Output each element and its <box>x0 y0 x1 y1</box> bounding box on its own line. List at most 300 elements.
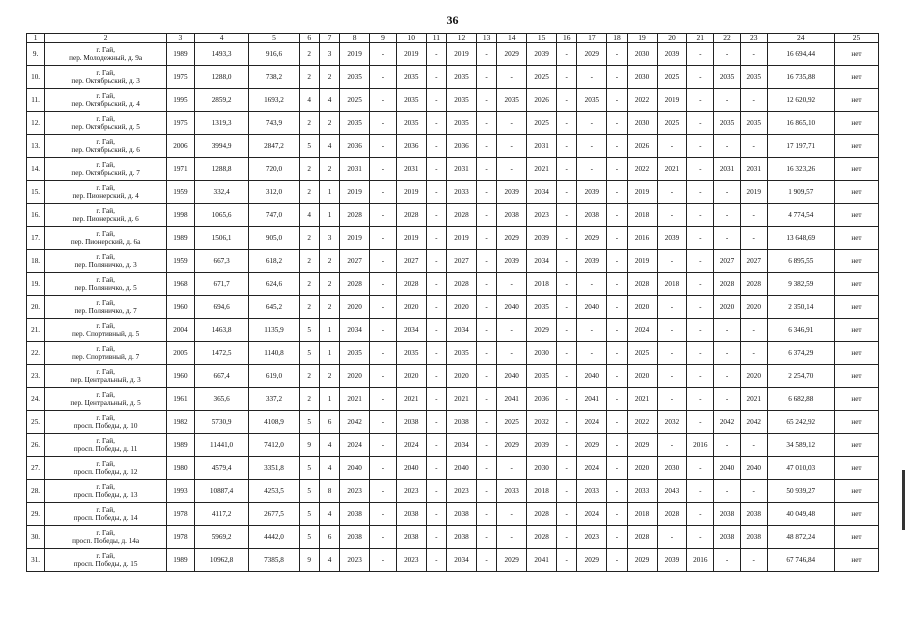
cell-col-21: - <box>687 273 714 296</box>
cell-col-22: - <box>714 549 741 572</box>
cell-col-14: 2035 <box>497 89 527 112</box>
cell-col-6: 2 <box>299 250 319 273</box>
cell-col-14: 2033 <box>497 480 527 503</box>
cell-col-23: - <box>740 204 767 227</box>
cell-col-8: 2036 <box>340 135 370 158</box>
cell-col-24: 65 242,92 <box>767 411 834 434</box>
table-row <box>27 181 879 204</box>
cell-col-21: - <box>687 411 714 434</box>
cell-col-9: - <box>370 411 397 434</box>
cell-col-18: - <box>607 227 627 250</box>
address-city: г. Гай, <box>96 184 115 192</box>
cell-col-22: 2027 <box>714 250 741 273</box>
cell-col-23: - <box>740 549 767 572</box>
cell-col-22: - <box>714 204 741 227</box>
cell-col-13: - <box>476 158 496 181</box>
cell-col-22: 2020 <box>714 296 741 319</box>
cell-col-13: - <box>476 319 496 342</box>
cell-col-13: - <box>476 296 496 319</box>
cell-col-7: 2 <box>319 66 339 89</box>
cell-col-9: - <box>370 549 397 572</box>
address-cell <box>45 250 167 273</box>
address-city: г. Гай, <box>96 253 115 261</box>
row-number: 20. <box>27 296 45 319</box>
cell-col-7: 4 <box>319 434 339 457</box>
cell-col-4: 5730,9 <box>194 411 249 434</box>
cell-col-19: 2028 <box>627 526 657 549</box>
cell-col-19: 2030 <box>627 112 657 135</box>
cell-col-23: - <box>740 135 767 158</box>
column-header-24: 24 <box>767 34 834 43</box>
address-city: г. Гай, <box>96 138 115 146</box>
cell-col-22: 2038 <box>714 526 741 549</box>
cell-col-16: - <box>557 319 577 342</box>
cell-col-3: 1998 <box>167 204 195 227</box>
cell-col-12: 2035 <box>447 66 477 89</box>
cell-col-15: 2035 <box>527 365 557 388</box>
cell-col-17: - <box>577 319 607 342</box>
cell-col-13: - <box>476 112 496 135</box>
cell-col-6: 9 <box>299 434 319 457</box>
cell-col-18: - <box>607 43 627 66</box>
cell-col-6: 2 <box>299 227 319 250</box>
address-street: пер. Центральный, д. 5 <box>70 399 141 408</box>
cell-col-21: - <box>687 158 714 181</box>
cell-col-5: 1140,8 <box>249 342 299 365</box>
cell-col-3: 1995 <box>167 89 195 112</box>
cell-col-9: - <box>370 66 397 89</box>
cell-col-24: 2 254,70 <box>767 365 834 388</box>
cell-col-24: 16 865,10 <box>767 112 834 135</box>
cell-col-6: 5 <box>299 342 319 365</box>
cell-col-3: 1961 <box>167 388 195 411</box>
cell-col-25: нет <box>834 89 878 112</box>
cell-col-22: 2035 <box>714 66 741 89</box>
cell-col-14: 2039 <box>497 181 527 204</box>
address-street: просп. Победы, д. 14 <box>73 514 138 523</box>
cell-col-19: 2029 <box>627 549 657 572</box>
cell-col-23: 2020 <box>740 365 767 388</box>
cell-col-16: - <box>557 342 577 365</box>
cell-col-15: 2025 <box>527 112 557 135</box>
cell-col-16: - <box>557 135 577 158</box>
cell-col-17: 2033 <box>577 480 607 503</box>
cell-col-25: нет <box>834 411 878 434</box>
cell-col-3: 1980 <box>167 457 195 480</box>
address-street: пер. Поляничко, д. 7 <box>74 307 137 316</box>
cell-col-8: 2028 <box>340 204 370 227</box>
cell-col-3: 2005 <box>167 342 195 365</box>
cell-col-15: 2023 <box>527 204 557 227</box>
address-city: г. Гай, <box>96 345 115 353</box>
cell-col-6: 2 <box>299 181 319 204</box>
column-header-20: 20 <box>657 34 687 43</box>
cell-col-14: - <box>497 503 527 526</box>
cell-col-4: 1463,8 <box>194 319 249 342</box>
cell-col-10: 2023 <box>396 549 426 572</box>
cell-col-10: 2038 <box>396 411 426 434</box>
cell-col-24: 4 774,54 <box>767 204 834 227</box>
address-street: просп. Победы, д. 10 <box>73 422 138 431</box>
cell-col-17: 2039 <box>577 181 607 204</box>
cell-col-4: 1493,3 <box>194 43 249 66</box>
cell-col-23: - <box>740 89 767 112</box>
address-cell <box>45 388 167 411</box>
cell-col-25: нет <box>834 549 878 572</box>
cell-col-9: - <box>370 135 397 158</box>
address-street: пер. Центральный, д. 3 <box>70 376 141 385</box>
table-row <box>27 112 879 135</box>
address-street: пер. Октябрьский, д. 5 <box>71 123 140 132</box>
cell-col-16: - <box>557 480 577 503</box>
cell-col-6: 9 <box>299 549 319 572</box>
cell-col-21: - <box>687 457 714 480</box>
cell-col-20: - <box>657 365 687 388</box>
cell-col-22: 2038 <box>714 503 741 526</box>
cell-col-20: 2025 <box>657 112 687 135</box>
table-row <box>27 480 879 503</box>
column-header-21: 21 <box>687 34 714 43</box>
cell-col-12: 2038 <box>447 503 477 526</box>
address-city: г. Гай, <box>96 437 115 445</box>
address-street: пер. Октябрьский, д. 7 <box>71 169 140 178</box>
cell-col-25: нет <box>834 296 878 319</box>
cell-col-21: - <box>687 43 714 66</box>
cell-col-15: 2031 <box>527 135 557 158</box>
cell-col-16: - <box>557 204 577 227</box>
cell-col-23: 2035 <box>740 112 767 135</box>
address-city: г. Гай, <box>96 322 115 330</box>
cell-col-12: 2031 <box>447 158 477 181</box>
cell-col-5: 619,0 <box>249 365 299 388</box>
cell-col-15: 2039 <box>527 43 557 66</box>
cell-col-4: 1288,8 <box>194 158 249 181</box>
address-cell <box>45 112 167 135</box>
row-number: 17. <box>27 227 45 250</box>
cell-col-18: - <box>607 457 627 480</box>
cell-col-13: - <box>476 365 496 388</box>
cell-col-24: 12 620,92 <box>767 89 834 112</box>
row-number: 21. <box>27 319 45 342</box>
cell-col-5: 2677,5 <box>249 503 299 526</box>
cell-col-13: - <box>476 204 496 227</box>
cell-col-18: - <box>607 135 627 158</box>
cell-col-17: 2040 <box>577 296 607 319</box>
row-number: 25. <box>27 411 45 434</box>
cell-col-8: 2019 <box>340 43 370 66</box>
cell-col-25: нет <box>834 342 878 365</box>
row-number: 30. <box>27 526 45 549</box>
cell-col-9: - <box>370 457 397 480</box>
cell-col-21: - <box>687 112 714 135</box>
cell-col-16: - <box>557 227 577 250</box>
cell-col-19: 2019 <box>627 250 657 273</box>
cell-col-8: 2031 <box>340 158 370 181</box>
cell-col-24: 6 895,55 <box>767 250 834 273</box>
cell-col-8: 2025 <box>340 89 370 112</box>
cell-col-19: 2018 <box>627 204 657 227</box>
table-row <box>27 135 879 158</box>
cell-col-3: 1975 <box>167 112 195 135</box>
cell-col-6: 2 <box>299 296 319 319</box>
cell-col-23: 2031 <box>740 158 767 181</box>
cell-col-6: 5 <box>299 411 319 434</box>
cell-col-25: нет <box>834 181 878 204</box>
cell-col-25: нет <box>834 158 878 181</box>
cell-col-17: - <box>577 112 607 135</box>
cell-col-16: - <box>557 273 577 296</box>
cell-col-11: - <box>426 204 446 227</box>
cell-col-18: - <box>607 89 627 112</box>
address-street: пер. Пионерский, д. 6 <box>72 215 139 224</box>
address-cell <box>45 526 167 549</box>
cell-col-13: - <box>476 181 496 204</box>
cell-col-22: 2035 <box>714 112 741 135</box>
cell-col-18: - <box>607 434 627 457</box>
table-row <box>27 434 879 457</box>
cell-col-17: 2035 <box>577 89 607 112</box>
cell-col-18: - <box>607 503 627 526</box>
cell-col-24: 9 382,59 <box>767 273 834 296</box>
cell-col-24: 16 694,44 <box>767 43 834 66</box>
row-number: 22. <box>27 342 45 365</box>
address-street: пер. Молодежный, д. 9а <box>69 54 143 63</box>
cell-col-11: - <box>426 342 446 365</box>
table-row <box>27 526 879 549</box>
address-city: г. Гай, <box>96 115 115 123</box>
cell-col-15: 2030 <box>527 457 557 480</box>
cell-col-14: 2029 <box>497 549 527 572</box>
cell-col-18: - <box>607 365 627 388</box>
cell-col-14: 2029 <box>497 227 527 250</box>
cell-col-10: 2035 <box>396 112 426 135</box>
cell-col-7: 6 <box>319 411 339 434</box>
cell-col-7: 1 <box>319 181 339 204</box>
cell-col-12: 2019 <box>447 227 477 250</box>
cell-col-21: - <box>687 319 714 342</box>
cell-col-24: 16 323,26 <box>767 158 834 181</box>
cell-col-5: 337,2 <box>249 388 299 411</box>
cell-col-20: 2028 <box>657 503 687 526</box>
cell-col-11: - <box>426 526 446 549</box>
cell-col-12: 2027 <box>447 250 477 273</box>
cell-col-8: 2042 <box>340 411 370 434</box>
cell-col-22: 2031 <box>714 158 741 181</box>
cell-col-6: 2 <box>299 365 319 388</box>
housing-register-table <box>26 33 879 572</box>
cell-col-17: 2029 <box>577 43 607 66</box>
address-street: просп. Победы, д. 15 <box>73 560 138 569</box>
cell-col-18: - <box>607 66 627 89</box>
address-street: просп. Победы, д. 13 <box>73 491 138 500</box>
address-cell <box>45 457 167 480</box>
cell-col-16: - <box>557 411 577 434</box>
cell-col-4: 667,3 <box>194 250 249 273</box>
cell-col-16: - <box>557 250 577 273</box>
address-cell <box>45 365 167 388</box>
cell-col-8: 2019 <box>340 227 370 250</box>
cell-col-10: 2020 <box>396 365 426 388</box>
cell-col-24: 6 346,91 <box>767 319 834 342</box>
table-row <box>27 342 879 365</box>
cell-col-10: 2035 <box>396 89 426 112</box>
cell-col-11: - <box>426 43 446 66</box>
cell-col-16: - <box>557 112 577 135</box>
cell-col-21: - <box>687 526 714 549</box>
cell-col-10: 2034 <box>396 319 426 342</box>
table-row <box>27 89 879 112</box>
cell-col-8: 2038 <box>340 503 370 526</box>
cell-col-10: 2036 <box>396 135 426 158</box>
cell-col-24: 6 374,29 <box>767 342 834 365</box>
row-number: 31. <box>27 549 45 572</box>
row-number: 27. <box>27 457 45 480</box>
cell-col-6: 4 <box>299 204 319 227</box>
address-city: г. Гай, <box>96 299 115 307</box>
cell-col-3: 1959 <box>167 181 195 204</box>
cell-col-23: 2027 <box>740 250 767 273</box>
cell-col-3: 1989 <box>167 434 195 457</box>
cell-col-19: 2021 <box>627 388 657 411</box>
cell-col-3: 1993 <box>167 480 195 503</box>
column-number-row <box>27 34 879 43</box>
address-city: г. Гай, <box>96 391 115 399</box>
cell-col-15: 2041 <box>527 549 557 572</box>
cell-col-20: 2018 <box>657 273 687 296</box>
address-street: просп. Победы, д. 12 <box>73 468 138 477</box>
cell-col-25: нет <box>834 503 878 526</box>
cell-col-18: - <box>607 158 627 181</box>
cell-col-8: 2028 <box>340 273 370 296</box>
cell-col-16: - <box>557 181 577 204</box>
cell-col-8: 2035 <box>340 342 370 365</box>
cell-col-11: - <box>426 549 446 572</box>
cell-col-4: 4117,2 <box>194 503 249 526</box>
cell-col-18: - <box>607 112 627 135</box>
cell-col-14: - <box>497 273 527 296</box>
cell-col-4: 365,6 <box>194 388 249 411</box>
cell-col-15: 2028 <box>527 503 557 526</box>
cell-col-8: 2038 <box>340 526 370 549</box>
row-number: 16. <box>27 204 45 227</box>
cell-col-16: - <box>557 549 577 572</box>
address-city: г. Гай, <box>96 506 115 514</box>
cell-col-6: 4 <box>299 89 319 112</box>
cell-col-10: 2028 <box>396 273 426 296</box>
cell-col-15: 2018 <box>527 273 557 296</box>
address-cell <box>45 411 167 434</box>
cell-col-23: - <box>740 434 767 457</box>
cell-col-15: 2039 <box>527 434 557 457</box>
cell-col-7: 4 <box>319 457 339 480</box>
cell-col-10: 2024 <box>396 434 426 457</box>
column-header-5: 5 <box>249 34 299 43</box>
cell-col-6: 2 <box>299 273 319 296</box>
row-number: 13. <box>27 135 45 158</box>
cell-col-17: 2039 <box>577 250 607 273</box>
cell-col-7: 2 <box>319 365 339 388</box>
cell-col-14: - <box>497 135 527 158</box>
cell-col-20: - <box>657 181 687 204</box>
address-street: просп. Победы, д. 11 <box>73 445 138 454</box>
cell-col-18: - <box>607 480 627 503</box>
cell-col-5: 916,6 <box>249 43 299 66</box>
cell-col-11: - <box>426 135 446 158</box>
cell-col-17: 2038 <box>577 204 607 227</box>
cell-col-25: нет <box>834 388 878 411</box>
cell-col-24: 2 350,14 <box>767 296 834 319</box>
cell-col-8: 2040 <box>340 457 370 480</box>
cell-col-16: - <box>557 43 577 66</box>
cell-col-6: 2 <box>299 43 319 66</box>
cell-col-20: - <box>657 388 687 411</box>
cell-col-10: 2021 <box>396 388 426 411</box>
column-header-10: 10 <box>396 34 426 43</box>
cell-col-22: - <box>714 342 741 365</box>
cell-col-17: 2029 <box>577 549 607 572</box>
cell-col-24: 34 589,12 <box>767 434 834 457</box>
row-number: 28. <box>27 480 45 503</box>
address-city: г. Гай, <box>96 92 115 100</box>
cell-col-14: - <box>497 112 527 135</box>
cell-col-12: 2036 <box>447 135 477 158</box>
cell-col-3: 1959 <box>167 250 195 273</box>
cell-col-15: 2026 <box>527 89 557 112</box>
cell-col-4: 1506,1 <box>194 227 249 250</box>
cell-col-11: - <box>426 480 446 503</box>
cell-col-18: - <box>607 273 627 296</box>
cell-col-10: 2038 <box>396 503 426 526</box>
column-header-25: 25 <box>834 34 878 43</box>
cell-col-21: - <box>687 66 714 89</box>
cell-col-20: - <box>657 135 687 158</box>
cell-col-17: - <box>577 135 607 158</box>
address-city: г. Гай, <box>96 276 115 284</box>
cell-col-22: - <box>714 89 741 112</box>
cell-col-8: 2020 <box>340 365 370 388</box>
cell-col-19: 2022 <box>627 158 657 181</box>
cell-col-22: - <box>714 480 741 503</box>
cell-col-11: - <box>426 66 446 89</box>
cell-col-22: - <box>714 365 741 388</box>
cell-col-9: - <box>370 434 397 457</box>
column-header-7: 7 <box>319 34 339 43</box>
column-header-15: 15 <box>527 34 557 43</box>
cell-col-11: - <box>426 273 446 296</box>
cell-col-22: - <box>714 434 741 457</box>
table-row <box>27 273 879 296</box>
cell-col-23: 2038 <box>740 526 767 549</box>
cell-col-4: 10887,4 <box>194 480 249 503</box>
cell-col-13: - <box>476 227 496 250</box>
cell-col-25: нет <box>834 434 878 457</box>
cell-col-14: 2025 <box>497 411 527 434</box>
cell-col-18: - <box>607 181 627 204</box>
cell-col-19: 2020 <box>627 296 657 319</box>
column-header-13: 13 <box>476 34 496 43</box>
cell-col-8: 2034 <box>340 319 370 342</box>
column-header-3: 3 <box>167 34 195 43</box>
cell-col-11: - <box>426 181 446 204</box>
cell-col-7: 8 <box>319 480 339 503</box>
column-header-11: 11 <box>426 34 446 43</box>
cell-col-7: 2 <box>319 296 339 319</box>
cell-col-6: 5 <box>299 480 319 503</box>
address-street: просп. Победы, д. 14а <box>72 537 140 546</box>
cell-col-9: - <box>370 204 397 227</box>
address-street: пер. Пионерский, д. 6а <box>70 238 141 247</box>
cell-col-17: 2024 <box>577 503 607 526</box>
